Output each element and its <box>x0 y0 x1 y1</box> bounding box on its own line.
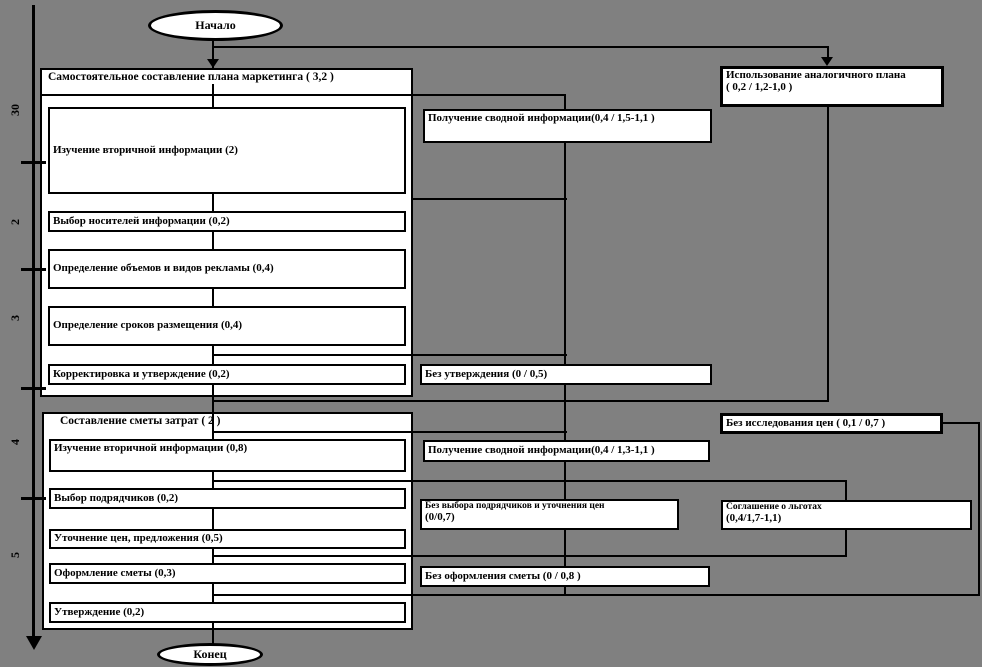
arrowhead-into-panel1-icon <box>207 59 219 68</box>
process-box-ad-volume: Определение объемов и видов рекламы (0,4) <box>48 249 406 289</box>
process-box-media-choice: Выбор носителей информации (0,2) <box>48 211 406 232</box>
process-box-price-clarify: Уточнение цен, предложения (0,5) <box>49 529 406 549</box>
connector-title2 <box>212 431 567 433</box>
branch-analog-out <box>827 107 829 402</box>
axis-label-4: 4 <box>7 439 22 445</box>
connector-contractor-bottom <box>213 555 847 557</box>
process-box-secondary-info: Изучение вторичной информации (2) <box>48 107 406 194</box>
axis-arrow-down-icon <box>26 636 42 650</box>
axis-tick <box>21 497 46 500</box>
process-box-secondary-info2: Изучение вторичной информации (0,8) <box>49 439 406 472</box>
process-box-correction-approval: Корректировка и утверждение (0,2) <box>48 364 406 385</box>
axis-tick <box>21 161 46 164</box>
time-axis-line <box>32 5 35 637</box>
alt-box-summary-info-2: Получение сводной информации(0,4 / 1,3-1,1 ) <box>423 440 710 462</box>
panel1-title: Самостоятельное составление плана маркетинга ( 3,2 ) <box>48 71 334 83</box>
alt-box-no-estimate: Без оформления сметы (0 / 0,8 ) <box>420 566 710 587</box>
connector-info1-bottom <box>413 198 567 200</box>
axis-label-30: 30 <box>7 104 22 116</box>
process-box-estimate-draft: Оформление сметы (0,3) <box>49 563 406 584</box>
alt-box-no-contractor-line1: Без выбора подрядчиков и уточнения цен <box>425 501 605 511</box>
alt-box-no-contractor-line2: (0/0,7) <box>425 510 455 523</box>
axis-label-3: 3 <box>7 315 22 321</box>
alt-box-no-approval: Без утверждения (0 / 0,5) <box>420 364 712 385</box>
alt-box-analog-plan-line1: Использование аналогичного плана <box>726 69 906 81</box>
connector-top <box>213 46 829 48</box>
axis-tick <box>21 387 46 390</box>
alt-box-discount-line1: Соглашение о льготах <box>726 502 822 512</box>
connector-estimate <box>213 594 980 596</box>
arrowhead-into-analog-icon <box>821 57 833 66</box>
connector-approve <box>213 354 567 356</box>
end-oval: Конец <box>157 643 263 666</box>
branch-noprice <box>978 422 980 596</box>
alt-box-summary-info-1: Получение сводной информации(0,4 / 1,5-1,1 ) <box>423 109 712 143</box>
alt-box-analog-plan <box>720 66 944 107</box>
alt-box-no-price-research: Без исследования цен ( 0,1 / 0,7 ) <box>720 413 943 434</box>
start-oval: Начало <box>148 10 283 41</box>
axis-tick <box>21 268 46 271</box>
process-box-placement-terms: Определение сроков размещения (0,4) <box>48 306 406 346</box>
alt-box-discount-line2: (0,4/1,7-1,1) <box>726 511 782 524</box>
alt-box-no-contractor <box>420 499 679 530</box>
alt-box-analog-plan-line2: ( 0,2 / 1,2-1,0 ) <box>726 80 793 93</box>
process-box-approval2: Утверждение (0,2) <box>49 602 406 623</box>
connector-contractor-top <box>213 480 847 482</box>
connector-title1 <box>40 94 566 96</box>
connector-noprice-stub <box>943 422 980 424</box>
connector-between-panels <box>213 400 829 402</box>
alt-box-discount <box>721 500 972 530</box>
panel2-title: Составление сметы затрат ( 2 ) <box>60 415 221 427</box>
axis-label-2: 2 <box>7 219 22 225</box>
axis-label-5: 5 <box>7 552 22 558</box>
process-box-contractors: Выбор подрядчиков (0,2) <box>49 488 406 509</box>
